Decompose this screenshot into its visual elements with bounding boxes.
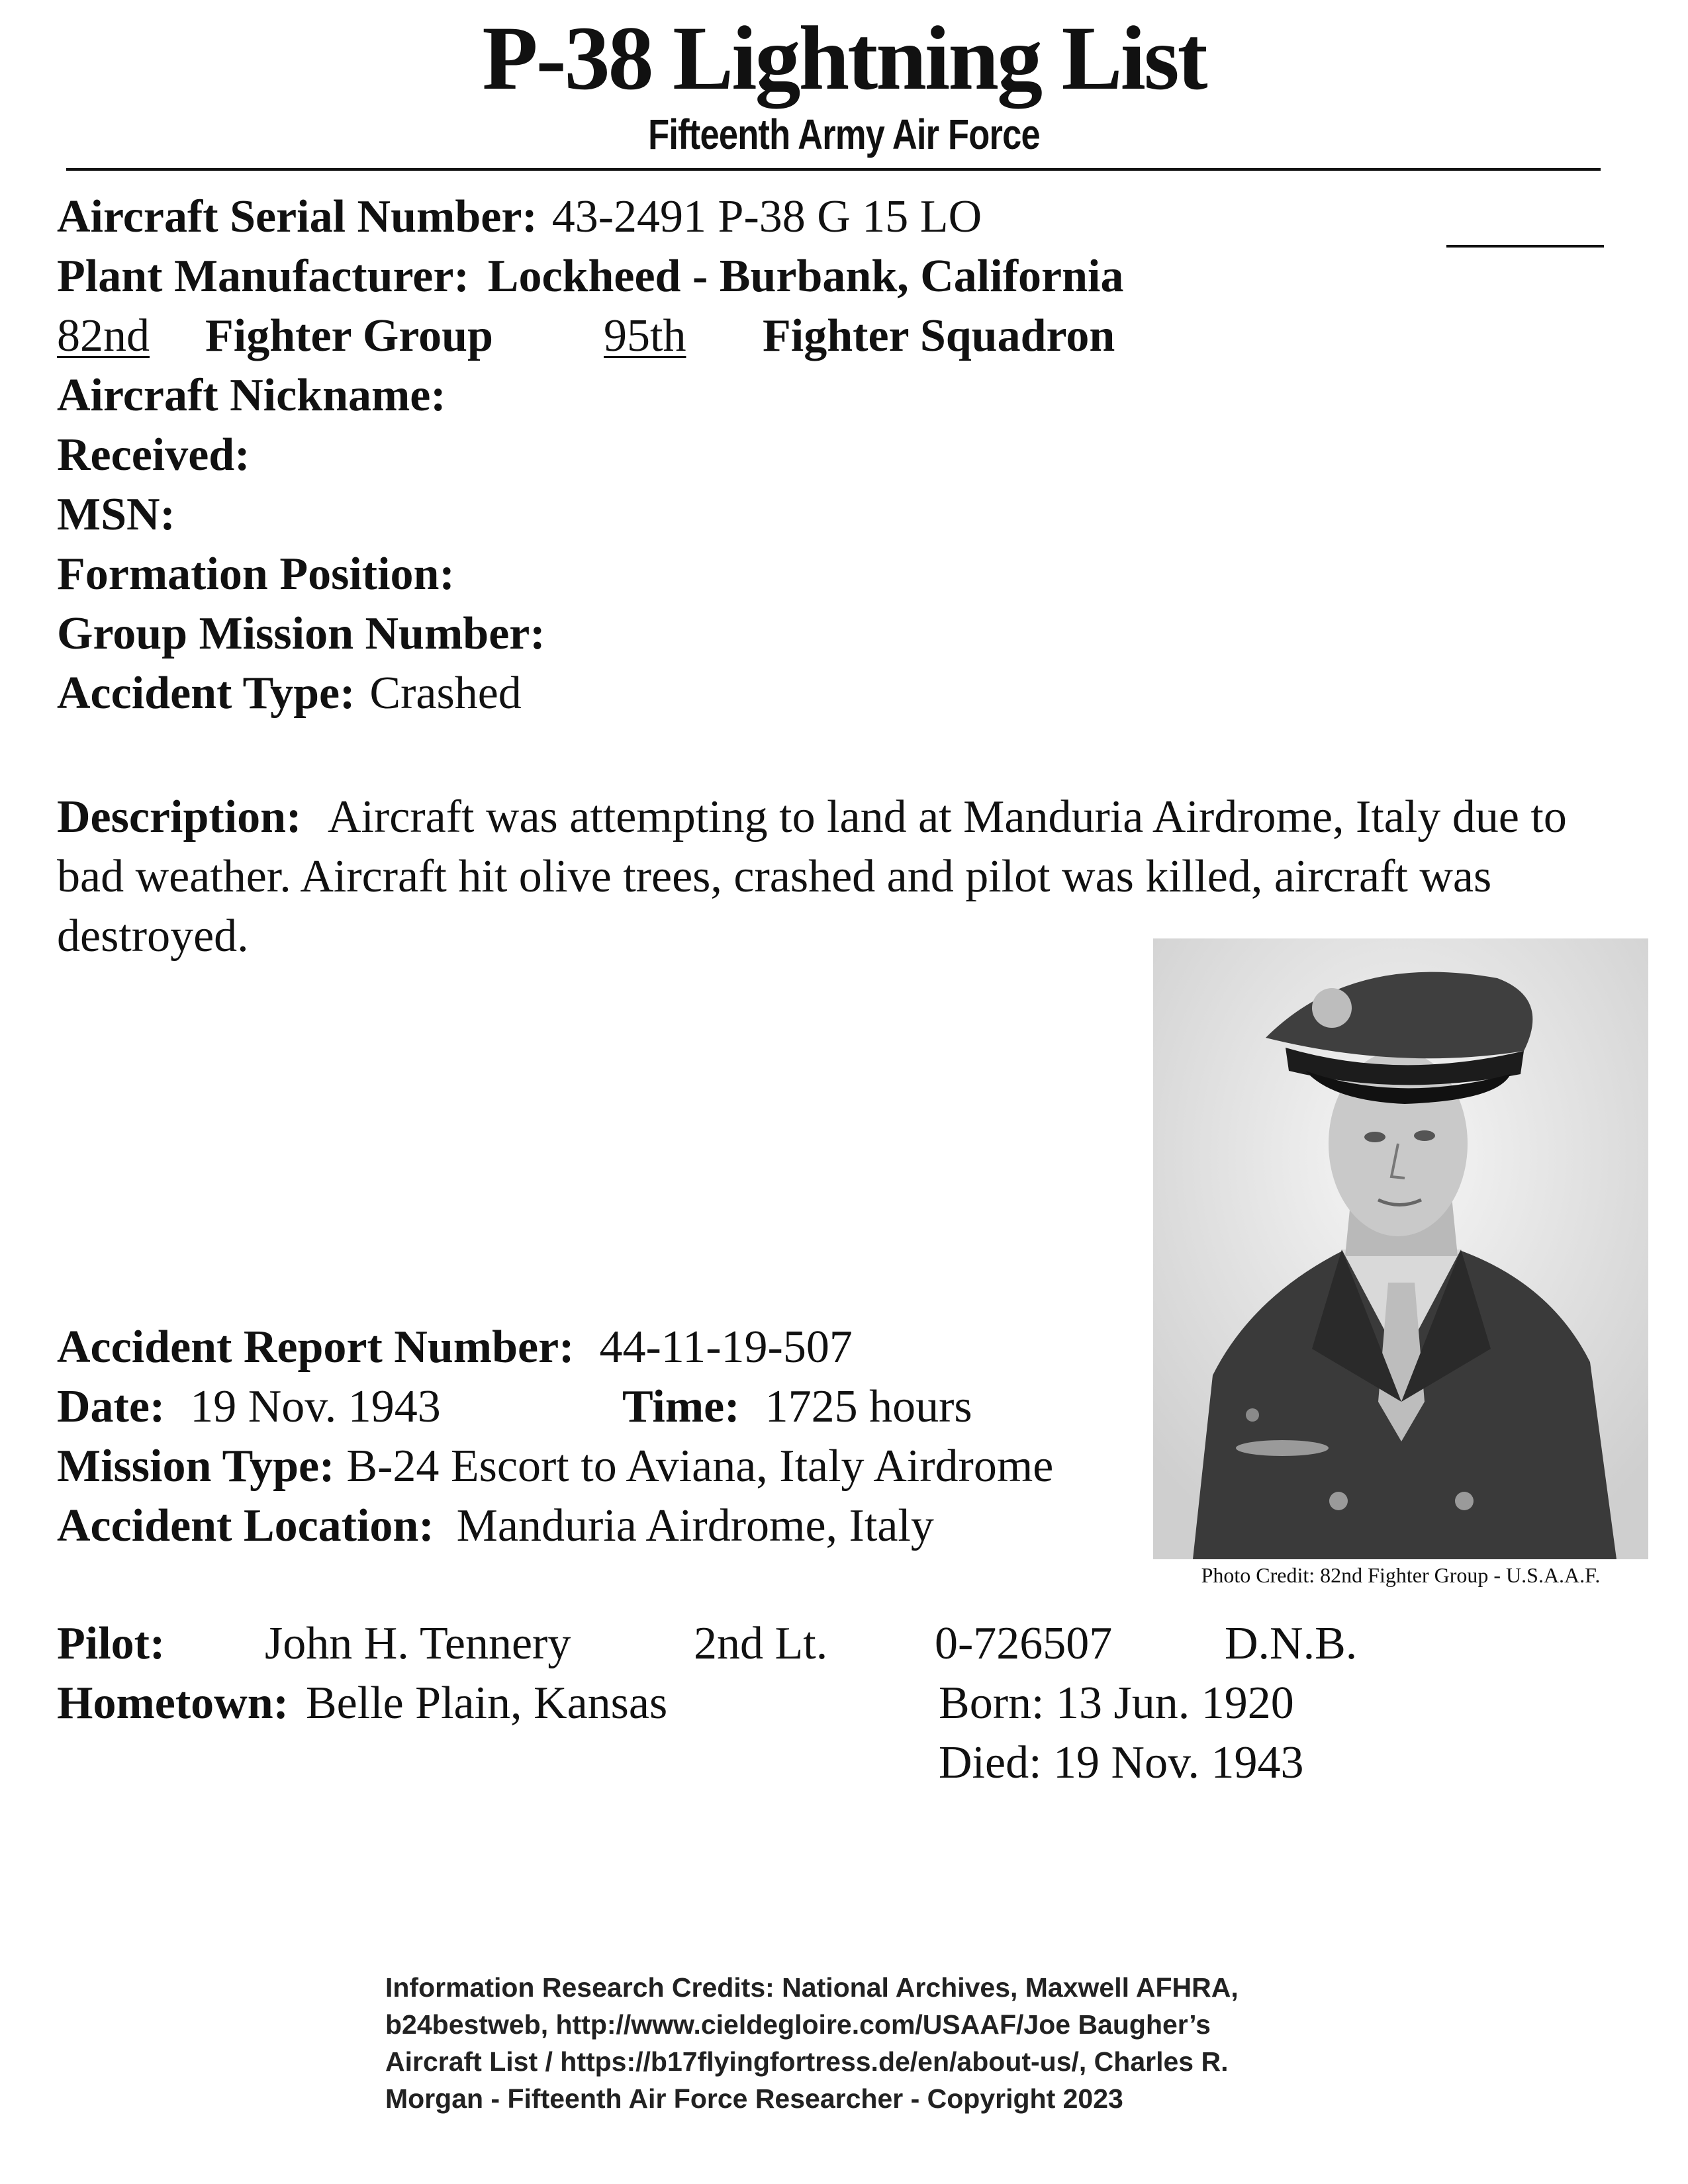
credits-line-3: Aircraft List / https://b17flyingfortress.de/en/about-us/, Charles R.: [385, 2046, 1229, 2077]
research-credits: [385, 1969, 1378, 2117]
time-value: 1725 hours: [765, 1381, 972, 1432]
date-label: Date:: [57, 1381, 165, 1432]
credits-line-2: b24bestweb, http://www.cieldegloire.com/USAAF/Joe Baugher’s: [385, 2009, 1211, 2040]
group-label: Fighter Group: [205, 310, 493, 361]
page-title: P-38 Lightning List: [482, 7, 1206, 109]
received-label: Received:: [57, 430, 250, 480]
accident-type-row: [57, 667, 522, 720]
report-value: 44-11-19-507: [599, 1322, 853, 1373]
credits-line-1: Information Research Credits: National Archives, Maxwell AFHRA,: [385, 1972, 1239, 2003]
group-row: [57, 310, 493, 363]
hometown-value: Belle Plain, Kansas: [305, 1678, 668, 1729]
serial-value: 43-2491 P-38 G 15 LO: [551, 191, 982, 242]
manufacturer-label: Plant Manufacturer:: [57, 251, 469, 302]
serial-label: Aircraft Serial Number:: [57, 191, 538, 242]
serial-row: [57, 191, 982, 244]
credits-line-4: Morgan - Fifteenth Air Force Researcher - Copyright 2023: [385, 2083, 1123, 2114]
mission-type-row: [57, 1440, 1053, 1493]
report-row: [57, 1321, 853, 1374]
description-label: Description:: [57, 792, 302, 842]
pilot-name: John H. Tennery: [265, 1618, 571, 1669]
manufacturer-value: Lockheed - Burbank, California: [487, 251, 1124, 302]
time-label: Time:: [622, 1381, 740, 1432]
mission-type-label: Mission Type:: [57, 1441, 335, 1492]
description-text: Aircraft was attempting to land at Manduria Airdrome, Italy due to bad weather. Aircraft hit olive trees, crashed and pilot was killed, aircraft was destroyed.: [57, 792, 1567, 962]
nickname-label: Aircraft Nickname:: [57, 370, 446, 421]
group-value: 82nd: [57, 310, 150, 361]
pilot-portrait-icon: [1153, 938, 1648, 1559]
date-value: 19 Nov. 1943: [190, 1381, 441, 1432]
date-row: [57, 1381, 441, 1433]
report-label: Accident Report Number:: [57, 1322, 575, 1373]
location-value: Manduria Airdrome, Italy: [456, 1500, 934, 1551]
page-subtitle: Fifteenth Army Air Force: [648, 111, 1040, 158]
hometown-row: [57, 1677, 667, 1730]
formation-label: Formation Position:: [57, 549, 455, 600]
pilot-serial: 0-726507: [935, 1618, 1113, 1669]
time-row: [622, 1381, 972, 1433]
accident-type-value: Crashed: [369, 668, 522, 719]
pilot-label: Pilot:: [57, 1618, 165, 1669]
header-divider: [66, 168, 1601, 171]
mission-type-value: B-24 Escort to Aviana, Italy Airdrome: [346, 1441, 1054, 1492]
squadron-value: 95th: [604, 310, 686, 361]
pilot-born: Born: 13 Jun. 1920: [939, 1678, 1294, 1729]
location-label: Accident Location:: [57, 1500, 434, 1551]
pilot-died: Died: 19 Nov. 1943: [939, 1737, 1304, 1788]
group-mission-label: Group Mission Number:: [57, 608, 545, 659]
blank-line: [1446, 245, 1604, 248]
squadron-row: [604, 310, 1115, 363]
photo-credit: Photo Credit: 82nd Fighter Group - U.S.A.A.F.: [1201, 1563, 1601, 1587]
pilot-photo: [1153, 938, 1648, 1559]
squadron-label: Fighter Squadron: [763, 310, 1115, 361]
accident-type-label: Accident Type:: [57, 668, 355, 719]
pilot-rank: 2nd Lt.: [694, 1618, 828, 1669]
pilot-status: D.N.B.: [1225, 1618, 1358, 1669]
hometown-label: Hometown:: [57, 1678, 289, 1729]
manufacturer-row: [57, 250, 1123, 303]
location-row: [57, 1500, 934, 1553]
msn-label: MSN:: [57, 489, 175, 540]
